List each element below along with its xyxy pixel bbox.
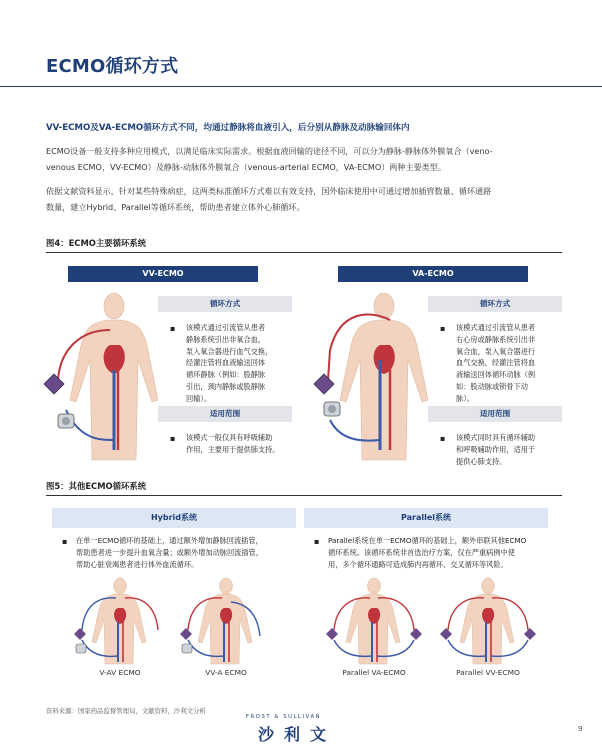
va-mode-title: 循环方式	[428, 296, 562, 312]
figure-4-rule	[46, 252, 562, 253]
page-number: 9	[578, 724, 583, 733]
vv-scope-bullet: ▪	[170, 434, 176, 443]
title-divider	[0, 86, 602, 87]
va-mode-bullet: ▪	[440, 324, 446, 333]
va-scope-description: 该模式同时具有循环辅助 和呼吸辅助作用，适用于 提供心肺支持。	[456, 433, 536, 466]
vv-a-ecmo-label: VV-A ECMO	[205, 668, 247, 677]
v-av-ecmo-illustration	[70, 578, 170, 666]
va-scope-title: 适用范围	[428, 406, 562, 422]
frost-sullivan-logo-text: FROST & SULLIVAN	[246, 714, 322, 720]
paragraph-2-line-1: 依据文献资料显示，针对某些特殊病症，这两类标准循环方式难以有效支持，国外临床使用中可通过增加插管数量、循环通路	[46, 186, 492, 196]
va-ecmo-banner: VA-ECMO	[338, 266, 528, 282]
parallel-system-banner: Parallel系统	[304, 508, 548, 528]
vv-mode-description: 该模式通过引流管从患者 静脉系统引出非氧合血， 泵入氧合器进行血气交换， 经灌注管将血液输送回体 循环静脉（例如：股静脉 引出，颈内静脉或股静脉 回输）。	[186, 323, 273, 403]
figure-4-caption: 图4：ECMO主要循环系统	[46, 238, 147, 248]
va-mode-description: 该模式通过引流管从患者 右心房或静脉系统引出非 氧合血，泵入氧合器进行 血气交换，经灌注管将血 液输送回体循环动脉（例 如：股动脉或锁骨下动 脉）。	[456, 323, 536, 403]
lead-statement: VV-ECMO及VA-ECMO循环方式不同，均通过静脉将血液引入，后分别从静脉及动脉输回体内	[46, 123, 410, 133]
va-scope-bullet: ▪	[440, 434, 446, 443]
figure-5-rule	[46, 495, 562, 496]
vv-scope-description: 该模式一般仅具有呼吸辅助 作用，主要用于提供肺支持。	[186, 433, 280, 454]
vv-ecmo-illustration	[40, 290, 180, 470]
paragraph-1-line-1: ECMO设备一般支持多种应用模式，以满足临床实际需求。根据血液回输的途径不同，可以分为静脉-静脉体外膜氧合（veno-	[46, 146, 493, 156]
sullivan-logo: 沙利文	[258, 725, 337, 744]
vv-ecmo-banner: VV-ECMO	[68, 266, 258, 282]
hybrid-system-banner: Hybrid系统	[52, 508, 296, 528]
vv-scope-title: 适用范围	[158, 406, 292, 422]
parallel-va-ecmo-label: Parallel VA-ECMO	[342, 668, 406, 677]
figure-5-caption: 图5：其他ECMO循环系统	[46, 481, 147, 491]
paragraph-1-line-2: venous ECMO，VV-ECMO）及静脉-动脉体外膜氧合（venous-arterial ECMO，VA-ECMO）两种主要类型。	[46, 162, 446, 172]
vv-mode-bullet: ▪	[170, 324, 176, 333]
page-title: ECMO循环方式	[46, 56, 179, 77]
hybrid-description: 在单一ECMO循环的基础上，通过额外增加静脉回流插管， 帮助患者进一步提升血氧含量；或额外增加动脉回流插管， 帮助心脏衰竭患者进行体外血流循环。	[76, 536, 263, 569]
parallel-vv-ecmo-label: Parallel VV-ECMO	[456, 668, 520, 677]
parallel-vv-ecmo-illustration	[436, 578, 540, 666]
source-note: 资料来源：国家药品监督管理局，文献资料，沙利文分析	[46, 707, 206, 715]
vv-mode-title: 循环方式	[158, 296, 292, 312]
va-ecmo-illustration	[310, 290, 450, 470]
parallel-bullet: ▪	[314, 537, 320, 546]
hybrid-bullet: ▪	[62, 537, 68, 546]
v-av-ecmo-label: V-AV ECMO	[99, 668, 141, 677]
parallel-va-ecmo-illustration	[322, 578, 426, 666]
parallel-description: Parallel系统在单一ECMO循环的基础上，额外串联其他ECMO 循环系统。该循环系统非首选治疗方案，仅在严重病例中使 用，多个循环通路可造成肺内再循环、交叉循环等风险。	[328, 536, 527, 569]
vv-a-ecmo-illustration	[176, 578, 276, 666]
paragraph-2-line-2: 数量，建立Hybrid、Parallel等循环系统，帮助患者建立体外心肺循环。	[46, 202, 305, 212]
